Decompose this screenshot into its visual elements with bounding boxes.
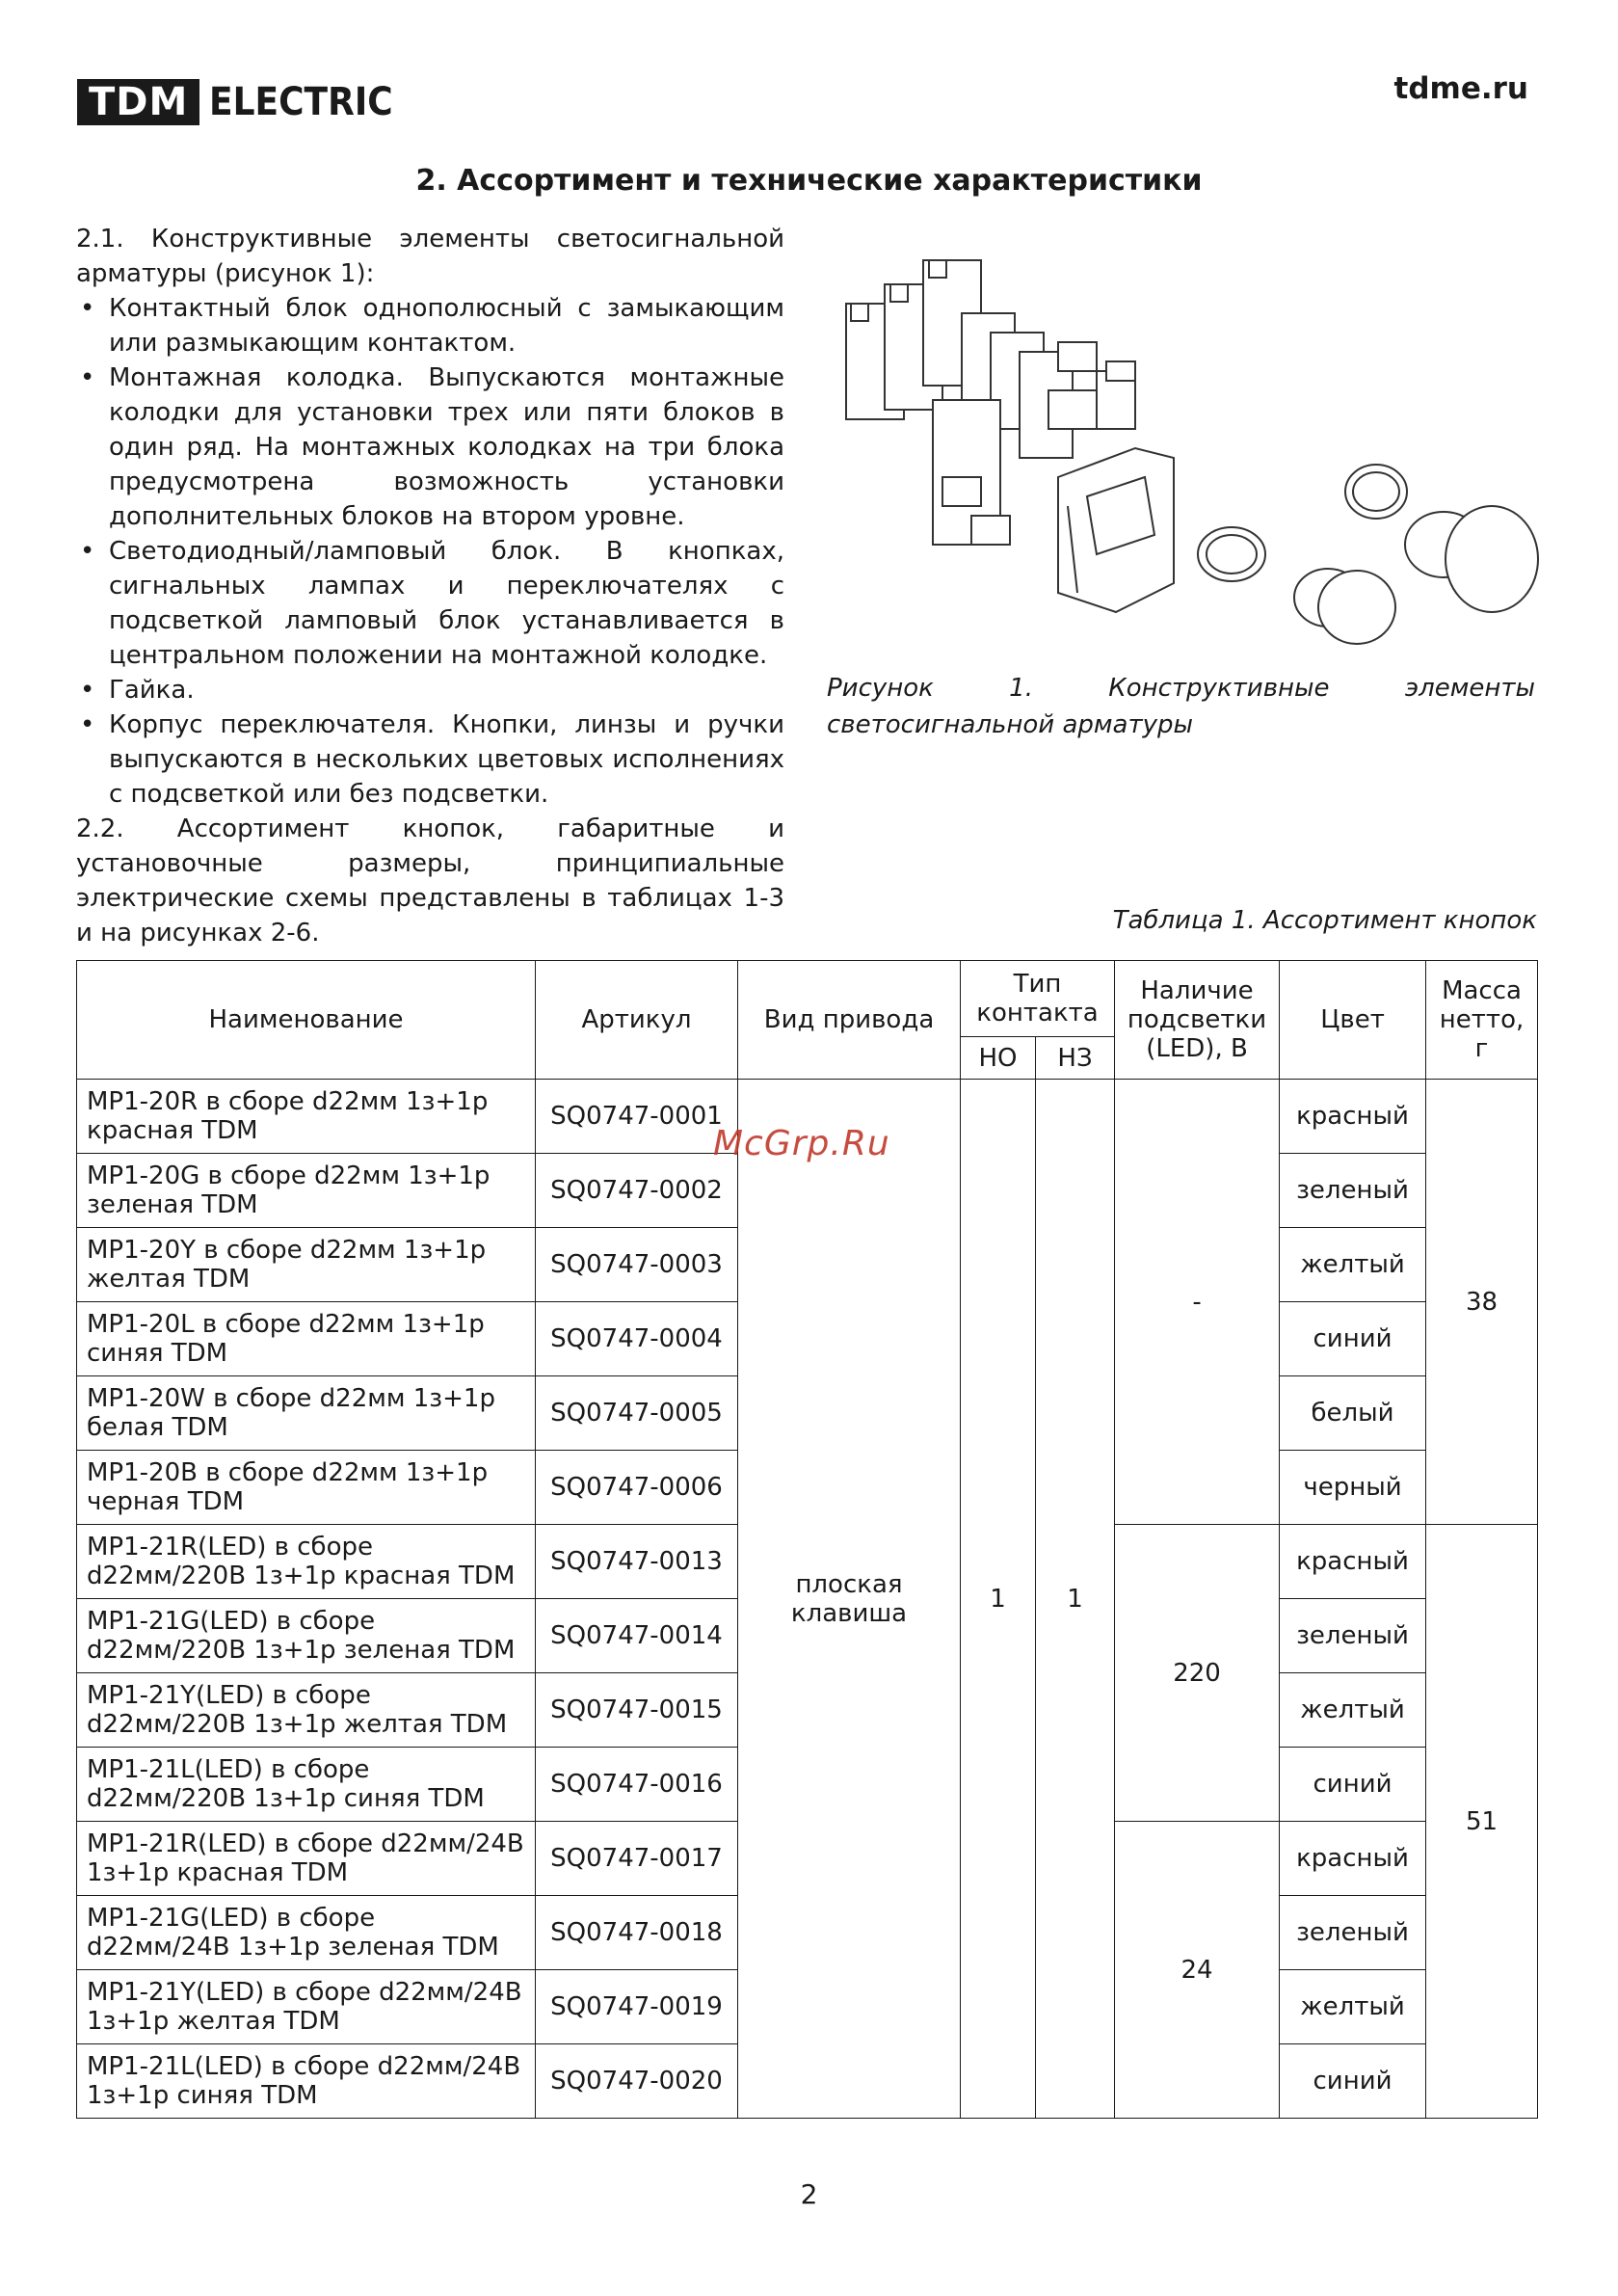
list-item: • Монтажная колодка. Выпускаются монтажные колодки для установки трех или пяти блоков в один ряд. На монтажных колодках на три блока предусмотрена возможность установки дополнительных блоков на втором уровне. [76,360,784,534]
mushroom-button [1405,506,1538,612]
header-contact-type: Тип контакта [961,961,1115,1037]
cell-no: 1 [961,1080,1036,2119]
list-item: • Гайка. [76,673,784,707]
cell-color: красный [1280,1822,1426,1896]
header-article: Артикул [536,961,738,1080]
header-no: НО [961,1037,1036,1080]
cell-article: SQ0747-0017 [536,1822,738,1896]
paragraph-2-1: 2.1. Конструктивные элементы светосигнальной арматуры (рисунок 1): [76,225,784,288]
cell-article: SQ0747-0004 [536,1302,738,1376]
mounting-holder [1058,448,1174,612]
description-text [76,222,784,950]
list-item: • Контактный блок однополюсный с замыкающим или размыкающим контактом. [76,291,784,360]
cell-name: MP1-21L(LED) в сборе d22мм/220В 1з+1р синяя TDM [77,1748,536,1822]
cell-name: MP1-21G(LED) в сборе d22мм/24В 1з+1р зеленая TDM [77,1896,536,1970]
brand-logo [77,79,413,125]
button-head [1294,569,1395,644]
cell-backlight: 220 [1115,1525,1280,1822]
cell-color: синий [1280,1748,1426,1822]
cell-article: SQ0747-0020 [536,2044,738,2119]
cell-mass: 51 [1426,1525,1538,2119]
site-url: tdme.ru [1393,71,1528,106]
cell-color: зеленый [1280,1896,1426,1970]
cell-article: SQ0747-0014 [536,1599,738,1673]
watermark: McGrp.Ru [713,1124,890,1163]
header-drive: Вид привода [738,961,961,1080]
cell-color: зеленый [1280,1599,1426,1673]
cell-article: SQ0747-0016 [536,1748,738,1822]
cell-article: SQ0747-0003 [536,1228,738,1302]
cell-color: зеленый [1280,1154,1426,1228]
nut-ring [1198,527,1265,581]
cell-color: белый [1280,1376,1426,1451]
cell-backlight: 24 [1115,1822,1280,2119]
cell-drive: плоская клавиша [738,1080,961,2119]
cell-article: SQ0747-0006 [536,1451,738,1525]
header-mass: Масса нетто, г [1426,961,1538,1080]
list-item: • Светодиодный/ламповый блок. В кнопках, сигнальных лампах и переключателях с подсветкой ламповый блок устанавливается в центральном положении на монтажной колодке. [76,534,784,673]
cell-article: SQ0747-0013 [536,1525,738,1599]
cell-name: MP1-21R(LED) в сборе d22мм/24В 1з+1р красная TDM [77,1822,536,1896]
header-color: Цвет [1280,961,1426,1080]
logo-box-text: TDM [77,79,199,125]
logo-word: ELECTRIC [209,80,393,124]
cell-name: MP1-20B в сборе d22мм 1з+1р черная TDM [77,1451,536,1525]
cell-color: желтый [1280,1228,1426,1302]
cell-name: MP1-21R(LED) в сборе d22мм/220В 1з+1р красная TDM [77,1525,536,1599]
header-nz: НЗ [1036,1037,1115,1080]
figure-caption: Рисунок 1. Конструктивные элементы светосигнальной арматуры [827,674,1535,739]
cell-color: красный [1280,1080,1426,1154]
cell-article: SQ0747-0019 [536,1970,738,2044]
cell-article: SQ0747-0018 [536,1896,738,1970]
header-backlight: Наличие подсветки (LED), В [1115,961,1280,1080]
cell-name: MP1-20R в сборе d22мм 1з+1р красная TDM [77,1080,536,1154]
cell-mass: 38 [1426,1080,1538,1525]
page-number: 2 [800,2178,818,2210]
second-nut-ring [1345,465,1407,519]
exploded-view-illustration [827,246,1540,651]
cell-name: MP1-21L(LED) в сборе d22мм/24В 1з+1р синяя TDM [77,2044,536,2119]
cell-color: желтый [1280,1970,1426,2044]
cell-name: MP1-20Y в сборе d22мм 1з+1р желтая TDM [77,1228,536,1302]
header-name: Наименование [77,961,536,1080]
cell-article: SQ0747-0005 [536,1376,738,1451]
cell-article: SQ0747-0002 [536,1154,738,1228]
cell-color: синий [1280,2044,1426,2119]
cell-article: SQ0747-0015 [536,1673,738,1748]
cell-name: MP1-21Y(LED) в сборе d22мм/220В 1з+1р желтая TDM [77,1673,536,1748]
cell-color: желтый [1280,1673,1426,1748]
table-caption: Таблица 1. Ассортимент кнопок [1112,906,1537,935]
cell-name: MP1-20L в сборе d22мм 1з+1р синяя TDM [77,1302,536,1376]
cell-name: MP1-20W в сборе d22мм 1з+1р белая TDM [77,1376,536,1451]
elements-list [76,291,784,812]
list-item: • Корпус переключателя. Кнопки, линзы и ручки выпускаются в нескольких цветовых исполнениях с подсветкой или без подсветки. [76,707,784,812]
cell-article: SQ0747-0001 [536,1080,738,1154]
section-title: 2. Ассортимент и технические характеристики [415,164,1203,198]
cell-color: черный [1280,1451,1426,1525]
cell-name: MP1-20G в сборе d22мм 1з+1р зеленая TDM [77,1154,536,1228]
cell-backlight: - [1115,1080,1280,1525]
cell-color: красный [1280,1525,1426,1599]
cell-name: MP1-21Y(LED) в сборе d22мм/24В 1з+1р желтая TDM [77,1970,536,2044]
cell-nz: 1 [1036,1080,1115,2119]
cell-name: MP1-21G(LED) в сборе d22мм/220В 1з+1р зеленая TDM [77,1599,536,1673]
paragraph-2-2: 2.2. Ассортимент кнопок, габаритные и установочные размеры, принципиальные электрические схемы представлены в таблицах 1-3 и на рисунках 2-6. [76,814,784,948]
cell-color: синий [1280,1302,1426,1376]
